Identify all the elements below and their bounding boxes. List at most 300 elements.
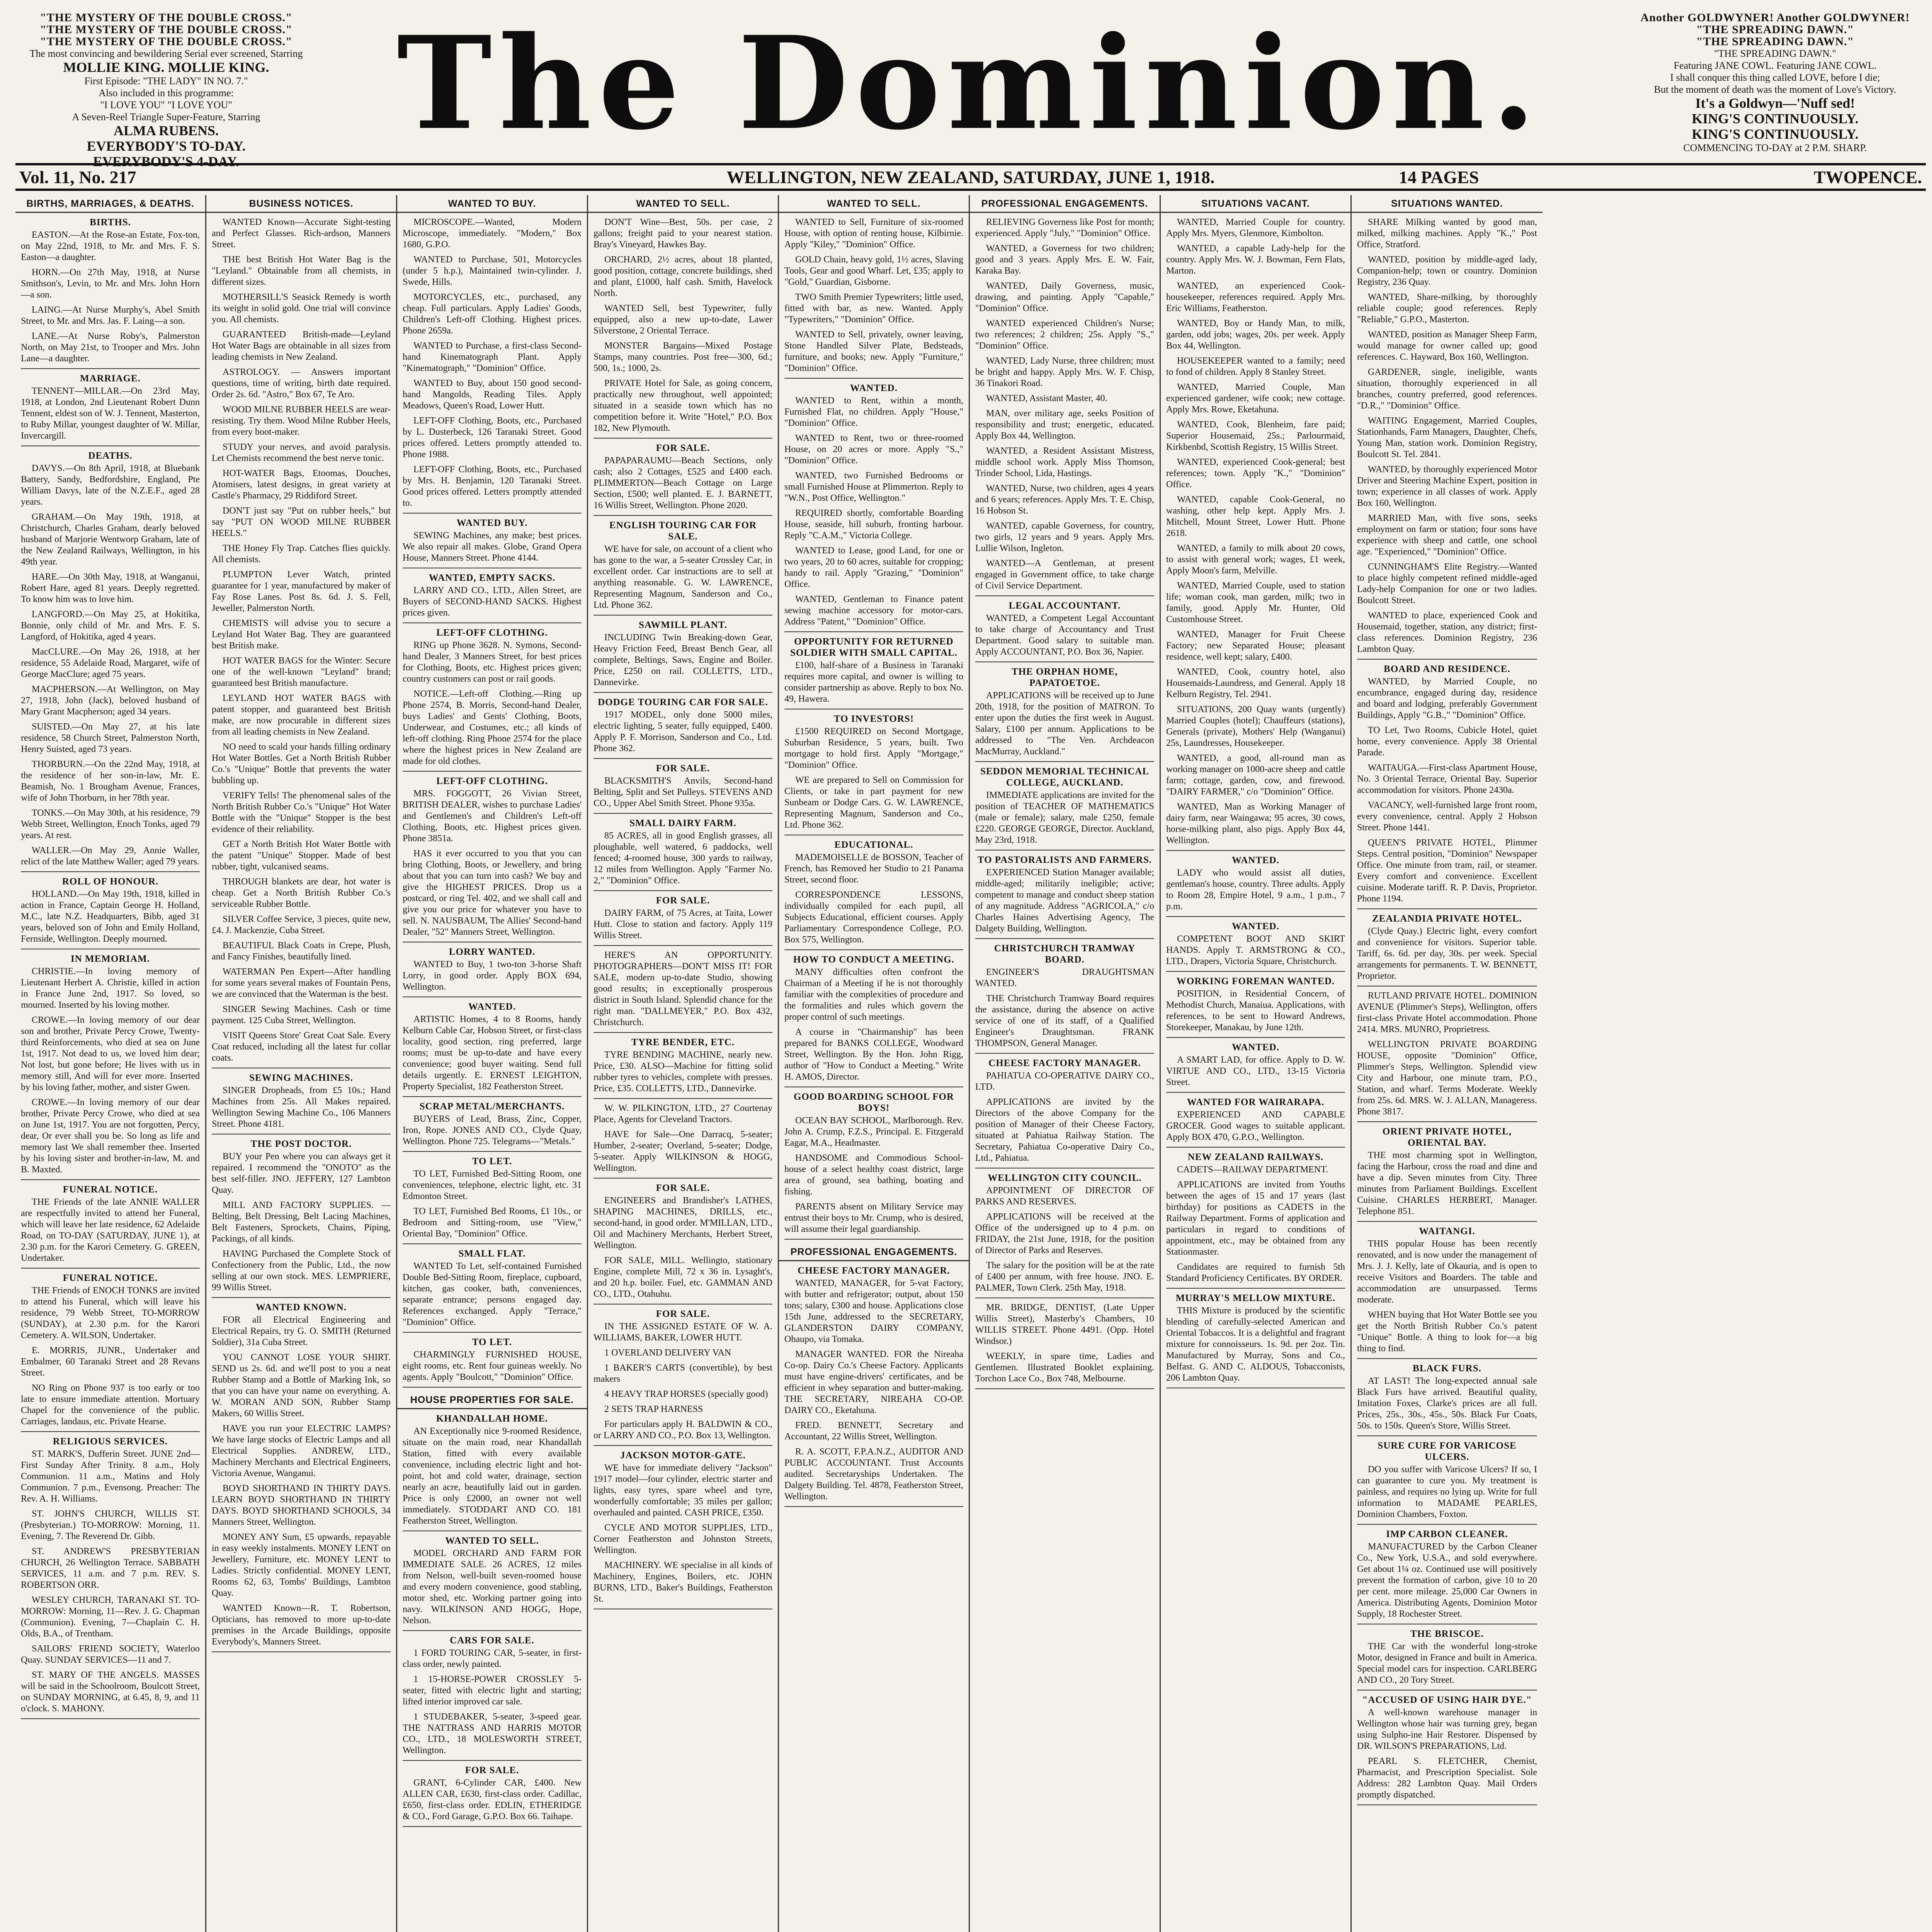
classified-ad: WANTED To Let, self-contained Furnished Double Bed-Sitting Room, fireplace, cupboard, kitchen, gas cooker, bath, conveniences, separate entrance; persons engaged day. References exchanged. Apply "Terrace," "Dominion" Office.	[403, 1261, 582, 1327]
ear-line: EVERYBODY'S 4-DAY.	[93, 154, 240, 169]
section-heading: WANTED.	[1232, 921, 1279, 932]
classified-ad: WELLINGTON PRIVATE BOARDING HOUSE, opposite "Dominion" Office, Plimmer's Steps, Wellington. Splendid view City and Harbour, one minute tram, P.O., Station, and wharf. Terms Moderate. Weekly from 25s. 6d. MRS. W. J. ALLAN, Manageress. Phone 3817.	[1357, 1039, 1537, 1117]
classified-ad: 1 OVERLAND DELIVERY VAN	[604, 1348, 731, 1358]
newspaper-column	[970, 195, 1161, 1932]
section-heading: SAWMILL PLANT.	[639, 620, 727, 630]
section-heading: ORIENT PRIVATE HOTEL, ORIENTAL BAY.	[1382, 1126, 1512, 1148]
section-divider	[784, 631, 963, 632]
section-heading: ROLL OF HONOUR.	[62, 876, 159, 887]
classified-ad: BEAUTIFUL Black Coats in Crepe, Plush, and Fancy Finishes, beautifully lined.	[212, 940, 391, 962]
classified-ad: SUISTED.—On May 27, at his late residence, 58 Church Street, Palmerston North, Henry Suisted, aged 73 years.	[21, 722, 200, 754]
classified-ad: WANTED, Daily Governess, music, drawing, and painting. Apply "Capable," "Dominion" Office.	[975, 281, 1154, 313]
classified-ad: Candidates are required to furnish 5th Standard Proficiency Certificates. BY ORDER.	[1166, 1262, 1345, 1283]
classified-ad: WANTED, experienced Cook-general; best references; town. Apply "K.," "Dominion" Office.	[1166, 457, 1345, 490]
volume-number: Vol. 11, No. 217	[19, 167, 136, 187]
classified-ad: POSITION, in Residential Concern, of Methodist Church, Manaiua. Applications, with references, to be sent to Howard Andrews, Storekeeper, Manakau, by June 12th.	[1166, 989, 1345, 1032]
classified-ad: WANTED, Cook, Blenheim, fare paid; Superior Housemaid, 25s.; Parlourmaid, Kirkbenbd, Scottish Registry, 15 Willis Street.	[1166, 420, 1345, 452]
classified-ad: W. W. PILKINGTON, LTD., 27 Courtenay Place, Agents for Cleveland Tractors.	[594, 1103, 772, 1124]
section-divider	[21, 1718, 200, 1719]
classified-ad: GRANT, 6-Cylinder CAR, £400. New ALLEN CAR, £630, first-class order. Cadillac, £650, first-class order. EDLIN, ETHERIDGE & CO., Ford Garage, G.P.O. Box 66. Taihape.	[403, 1778, 582, 1821]
classified-ad: TO LET, Furnished Bed Rooms, £1 10s., or Bedroom and Sitting-room, use "View," Oriental Bay, "Dominion" Office.	[403, 1206, 582, 1239]
ear-line: First Episode: "THE LADY" IN NO. 7."	[84, 75, 248, 87]
section-divider	[1166, 1288, 1345, 1289]
column-heading: SITUATIONS VACANT.	[1161, 195, 1350, 213]
section-divider	[975, 595, 1154, 596]
newspaper-column	[397, 195, 588, 1932]
classified-ad: PAPAPARAUMU—Beach Sections, only cash; also 2 Cottages, £525 and £400 each. PLIMMERTON—Beach Cottage on Large Section, £500; well planted. E. J. BARNETT, 16 Willis Street, Wellington. Phone 2020.	[594, 456, 772, 510]
classified-ad: WANTED, by thoroughly experienced Motor Driver and Steering Machine Expert, position in town; experience in all classes of work. Apply Box 160, Wellington.	[1357, 464, 1537, 508]
section-heading: WAITANGI.	[1419, 1226, 1475, 1236]
classified-ad: DAVYS.—On 8th April, 1918, at Bluebank Battery, Sandy, Bedfordshire, England, Pte William Davys, late of the N.Z.E.F., aged 28 years.	[21, 463, 200, 507]
classified-ad: WATERMAN Pen Expert—After handling for some years several makes of Fountain Pens, we are convinced that the Waterman is the best.	[212, 967, 391, 999]
classified-ad: HAVING Purchased the Complete Stock of Confectionery from the Public, Ltd., the now selling at our own stock. MES. LEMPRIERE, 99 Willis Street.	[212, 1249, 391, 1293]
classified-ad: WESLEY CHURCH, TARANAKI ST. TO-MORROW: Morning, 11—Rev. J. G. Chapman (Communion). Evening, 7—Chaplain C. H. Olds, B.A., of Trentham.	[21, 1595, 200, 1639]
classified-ad: CHARMINGLY FURNISHED HOUSE, eight rooms, etc. Rent four guineas weekly. No agents. Apply "Boulcott," "Dominion" Office.	[403, 1350, 582, 1382]
section-divider	[403, 1243, 582, 1244]
classified-ad: WANTED, position as Manager Sheep Farm, would manage for owner called up; good references. C. Hayward, Box 160, Wellington.	[1357, 330, 1537, 362]
section-heading: SMALL DAIRY FARM.	[629, 818, 736, 828]
classified-ad: ST. MARK'S, Dufferin Street. JUNE 2nd—First Sunday After Trinity. 8 a.m., Holy Communion. 11 a.m., Matins and Holy Communion. 7 p.m., Evensong. Preacher: The Rev. A. H. Williams.	[21, 1449, 200, 1504]
classified-ad: BUYERS of Lead, Brass, Zinc, Copper, Iron, Rope. JONES AND CO., Clyde Quay, Wellington. Phone 725. Telegrams—"Metals."	[403, 1114, 582, 1146]
classified-ad: LANE.—At Nurse Roby's, Palmerston North, on May 21st, to Trooper and Mrs. John Lane—a daughter.	[21, 331, 200, 364]
classified-ad: THE best British Hot Water Bag is the "Leyland." Obtainable from all chemists, in different sizes.	[212, 255, 391, 287]
classified-ad: MACHINERY. WE specialise in all kinds of Machinery, Engines, Boilers, etc. JOHN BURNS, LTD., Baker's Buildings, Featherston St.	[594, 1560, 772, 1604]
classified-ad: MOTORCYCLES, etc., purchased, any cheap. Full particulars. Apply Ladies' Goods, Children's Left-off Clothing. Highest prices. Phone 2659a.	[403, 292, 582, 336]
section-heading: KHANDALLAH HOME.	[436, 1413, 548, 1424]
section-divider	[1357, 659, 1537, 660]
section-heading: LEFT-OFF CLOTHING.	[436, 628, 548, 638]
classified-ad: PRIVATE Hotel for Sale, as going concern, practically new throughout, well appointed; situated in a seaside town which has no competition before it. Write "Hotel," P.O. Box 182, New Plymouth.	[594, 378, 772, 433]
right-ear-advert	[1628, 12, 1922, 154]
section-divider	[403, 1826, 582, 1827]
section-heading: BLACK FURS.	[1413, 1363, 1481, 1374]
classified-ad: WANTED to Rent, within a month, Furnished Flat, no children. Apply "House," "Dominion" Office.	[784, 396, 963, 428]
section-heading: LORRY WANTED.	[449, 947, 536, 957]
classified-ad: WANTED Known—Accurate Sight-testing and Perfect Glasses. Rich-ardson, Manners Street.	[212, 217, 391, 250]
classified-ad: SINGER Dropheads, from £5 10s.; Hand Machines from 25s. All Makes repaired. Wellington Sewing Machine Co., 106 Manners Street. Phone 4181.	[212, 1085, 391, 1129]
section-divider	[1357, 1435, 1537, 1436]
price: TWOPENCE.	[1814, 167, 1922, 187]
ear-line: Also included in this programme:	[99, 87, 234, 99]
section-heading: WANTED.	[1232, 855, 1279, 866]
classified-ad: WOOD MILNE RUBBER HEELS are wear-resisting. Try them. Wood Milne Rubber Heels, from every boot-maker.	[212, 405, 391, 437]
date-line: WELLINGTON, NEW ZEALAND, SATURDAY, JUNE 1, 1918.	[726, 167, 1215, 187]
classified-ad: PLUMPTON Lever Watch, printed guarantee for 1 year, manufactured by maker of Fay Rose Lanes. Post 8s. 6d. J. S. Fell, Jeweller, Palmerston North.	[212, 570, 391, 613]
classified-ad: WANTED, Assistant Master, 40.	[986, 393, 1107, 403]
classified-ad: WANTED, a family to milk about 20 cows, to assist with general work; wages, £1 week, Apply Moon's farm, Melville.	[1166, 543, 1345, 576]
section-heading: CHEESE FACTORY MANAGER.	[988, 1058, 1141, 1068]
classified-ad: NO Ring on Phone 937 is too early or too late to ensure immediate attention. Mortuary Chapel for the convenience of the public. Carriages, landaus, etc. Private Hearse.	[21, 1383, 200, 1427]
classified-ad: PEARL S. FLETCHER, Chemist, Pharmacist, and Prescription Specialist. Sole Address: 282 Lambton Quay. Mail Orders promptly dispatched.	[1357, 1756, 1537, 1800]
classified-ad: RUTLAND PRIVATE HOTEL. DOMINION AVENUE (Plimmer's Steps), Wellington, offers first-class Private Hotel accommodation. Phone 2414. MRS. MUNRO, Proprietress.	[1357, 991, 1537, 1034]
ear-line: A Seven-Reel Triangle Super-Feature, Starring	[72, 111, 260, 122]
section-heading: CHEESE FACTORY MANAGER.	[798, 1265, 950, 1276]
classified-ad: 85 ACRES, all in good English grasses, all ploughable, well watered, 6 paddocks, well fenced; 4-roomed house, 300 yards to railway, 12 miles from Wellington. Apply "Farmer No. 2," "Dominion" Office.	[594, 831, 772, 886]
classified-ad: A SMART LAD, for office. Apply to D. W. VIRTUE AND CO., LTD., 13-15 Victoria Street.	[1166, 1055, 1345, 1087]
classified-ad: TENNENT—MILLAR.—On 23rd May, 1918, at London, 2nd Lieutenant Robert Dunn Tennent, eldest son of W. J. Tennent, Masterton, to Ruby Millar, youngest daughter of W. Millar, Invercargill.	[21, 386, 200, 441]
classified-ad: ST. MARY OF THE ANGELS. MASSES will be said in the Schoolroom, Boulcott Street, on SUNDAY MORNING, at 6.45, 8, 9, and 11 o'clock. S. MAHONY.	[21, 1670, 200, 1714]
classified-ad: WANTED, a good, all-round man as working manager on 1000-acre sheep and cattle farm; cottage, garden, cow, and firewood. "DAIRY FARMER," c/o "Dominion" Office.	[1166, 753, 1345, 797]
classified-ad: MacCLURE.—On May 26, 1918, at her residence, 55 Adelaide Road, Margaret, wife of George MacClure; aged 75 years.	[21, 647, 200, 679]
classified-ad: CHRISTIE.—In loving memory of Lieutenant Herbert A. Christie, killed in action in France June 2nd, 1917. So loved, so mourned. Inserted by his loving mother.	[21, 966, 200, 1010]
ear-line: I shall conquer this thing called LOVE, before I die;	[1670, 72, 1880, 83]
classified-ad: 1 STUDEBAKER, 5-seater, 3-speed gear. THE NATTRASS AND HARRIS MOTOR CO., LTD., 18 MOLESWORTH STREET, Wellington.	[403, 1712, 582, 1755]
section-heading: WANTED TO SELL.	[445, 1536, 539, 1546]
section-heading: WANTED BUY.	[456, 518, 528, 528]
classified-ad: WANTED, Cook, country hotel, also Housemaids-Laundress, and General. Apply 18 Kelburn Registry, Tel. 2941.	[1166, 667, 1345, 699]
classified-ad: WANTED, Gentleman to Finance patent sewing machine accessory for motor-cars. Address "Patent," "Dominion" Office.	[784, 594, 963, 627]
section-heading: SURE CURE FOR VARICOSE ULCERS.	[1378, 1440, 1517, 1462]
classified-ad: APPOINTMENT OF DIRECTOR OF PARKS AND RESERVES.	[975, 1185, 1154, 1207]
classified-ad: WAITING Engagement, Married Couples, Stationhands, Farm Managers, Daughter, Chefs, Young Man, station work. Dominion Registry, Boulcott St. Tel. 2841.	[1357, 416, 1537, 459]
classified-ad: 1 FORD TOURING CAR, 5-seater, in first-class order, newly painted.	[403, 1648, 582, 1669]
newspaper-column	[588, 195, 779, 1932]
classified-ad: TO Let, Two Rooms, Cubicle Hotel, quiet home, every convenience. Apply 38 Oriental Parade.	[1357, 725, 1537, 758]
section-divider	[21, 871, 200, 872]
classified-ad: CADETS—RAILWAY DEPARTMENT.	[1177, 1165, 1328, 1175]
classified-ad: ASTROLOGY. — Answers important questions, time of writing, birth date required. Order 2s. 6d. "Astro," Box 67, Te Aro.	[212, 367, 391, 400]
classified-ad: PAHIATUA CO-OPERATIVE DAIRY CO., LTD.	[975, 1071, 1154, 1092]
classified-ad: RELIEVING Governess like Post for month; experienced. Apply "July," "Dominion" Office.	[975, 217, 1154, 238]
section-heading: WANTED.	[1232, 1042, 1279, 1053]
ear-line: The most convincing and bewildering Serial ever screened, Starring	[29, 48, 303, 59]
section-divider	[594, 813, 772, 814]
column-heading: PROFESSIONAL ENGAGEMENTS.	[970, 195, 1160, 213]
classified-ad: WANTED, a Resident Assistant Mistress, middle school work. Apply Miss Thomson, Trinder School, Lida, Hastings.	[975, 446, 1154, 478]
section-divider	[403, 1630, 582, 1631]
classified-ad: (Clyde Quay.) Electric light, every comfort and convenience for visitors. Superior table. Tariff, 6s. 6d. per day, 30s. per week. Special arrangements for permanents. T. W. BENNETT, Proprietor.	[1357, 926, 1537, 981]
section-divider	[594, 1032, 772, 1033]
classified-ad: BUY your Pen where you can always get it repaired. I recommend the "ONOTO" as the best self-filler. JNO. JEFFERY, 127 Lambton Quay.	[212, 1151, 391, 1195]
classified-ad: THIS popular House has been recently renovated, and is now under the management of Mrs. J. J. Kelly, late of Okauria, and is open to receive Visitors and Boarders. The table and accommodation are unsurpassed. Terms moderate.	[1357, 1239, 1537, 1305]
classified-ad: PARENTS absent on Military Service may entrust their boys to Mr. Crump, who is desired, will assume their legal guardianship.	[784, 1202, 963, 1234]
classified-ad: WANTED to place, experienced Cook and Housemaid, together, station, any district; first-class references. Dominion Registry, 236 Lambton Quay.	[1357, 611, 1537, 654]
section-heading: SMALL FLAT.	[458, 1248, 526, 1259]
classified-ad: MICROSCOPE.—Wanted, Modern Microscope, immediately. "Modern," Box 1680, G.P.O.	[403, 217, 582, 250]
classified-ad: MAN, over military age, seeks Position of responsibility and trust; energetic, educated. Apply Box 44, Wellington.	[975, 408, 1154, 441]
classified-ad: E. MORRIS, JUNR., Undertaker and Embalmer, 60 Taranaki Street and 28 Revans Street.	[21, 1345, 200, 1378]
section-heading: SCRAP METAL/MERCHANTS.	[419, 1101, 565, 1112]
ear-line: "THE SPREADING DAWN."	[1696, 35, 1854, 48]
classified-ad: HANDSOME and Commodious School-house of a select healthy coast district, large area of ground, sea bathing, boating and fishing.	[784, 1153, 963, 1197]
classified-ad: HORN.—On 27th May, 1918, at Nurse Smithson's, Levin, to Mr. and Mrs. John Horn—a son.	[21, 267, 200, 300]
section-heading: IMP CARBON CLEANER.	[1386, 1529, 1508, 1539]
classified-ad: WANTED, Lady Nurse, three children; must be bright and happy. Apply Mrs. W. F. Chisp, 36 Tinakori Road.	[975, 356, 1154, 388]
section-heading: GOOD BOARDING SCHOOL FOR BOYS!	[793, 1092, 954, 1113]
ear-line: "THE MYSTERY OF THE DOUBLE CROSS."	[40, 35, 293, 48]
classified-ad: MILL AND FACTORY SUPPLIES. —Belting, Belt Dressing, Belt Lacing Machines, Belt Fasteners, Sprockets, Chains, Piping, Packings, of all kinds.	[212, 1200, 391, 1244]
section-heading: LEGAL ACCOUNTANT.	[1009, 600, 1121, 611]
section-divider	[403, 622, 582, 623]
section-heading: HOW TO CONDUCT A MEETING.	[793, 954, 954, 965]
section-divider	[1166, 850, 1345, 851]
classified-ad: WANTED experienced Children's Nurse; two references; 2 children; 25s. Apply "S.," "Dominion" Office.	[975, 318, 1154, 351]
newspaper-column	[779, 195, 970, 1932]
section-divider	[975, 761, 1154, 762]
classified-ad: STUDY your nerves, and avoid paralysis. Let Chemists recommend the best nerve tonic.	[212, 442, 391, 463]
classified-ad: MARRIED Man, with five sons, seeks employment on farm or station; four sons have experience with sheep and cattle, one school age. "Experienced," "Dominion" Office.	[1357, 513, 1537, 557]
section-banner: HOUSE PROPERTIES FOR SALE.	[397, 1391, 587, 1409]
section-heading: FOR SALE.	[656, 895, 710, 906]
classified-ad: HERE'S AN OPPORTUNITY. PHOTOGRAPHERS—DON'T MISS IT! FOR SALE, modern up-to-date Studio, showing good results; in exceptionally prosperous district in South Island. Splendid chance for the right man. "DALLMEYER," P.O. Box 432, Christchurch.	[594, 950, 772, 1027]
section-heading: OPPORTUNITY FOR RETURNED SOLDIER WITH SMALL CAPITAL.	[790, 636, 958, 658]
ear-line: "THE SPREADING DAWN."	[1714, 48, 1836, 59]
section-divider	[21, 368, 200, 369]
classified-ad: HOLLAND.—On May 19th, 1918, killed in action in France, Captain George H. Holland, M.C., late N.Z. Headquarters, Bibb, aged 31 years, beloved son of John and Emily Holland, Fernside, Wellington. Deeply mourned.	[21, 889, 200, 944]
classified-ad: 2 SETS TRAP HARNESS	[604, 1404, 703, 1414]
classified-ad: WE have for immediate delivery "Jackson" 1917 model—four cylinder, electric starter and lights, easy tyres, spare wheel and tyre, wonderfully comfortable; 35 miles per gallon; overhauled and painted. CASH PRICE, £350.	[594, 1463, 772, 1518]
classified-ad: MANUFACTURED by the Carbon Cleaner Co., New York, U.S.A., and sold everywhere. Get about 1¼ oz. Continued use will positively prevent the formation of carbon, give 10 to 20 per cent. more mileage. 25,000 Car Owners in America. Distributing Agents, Dominion Motor Supply, 18 Rochester Street.	[1357, 1542, 1537, 1619]
ear-line: Another GOLDWYNER! Another GOLDWYNER!	[1640, 11, 1910, 24]
classified-ad: £1500 REQUIRED on Second Mortgage, Suburban Residence, 5 years, built. Two mortgage to hold first. Apply "Mortgage," "Dominion" Office.	[784, 726, 963, 770]
dateline-bar	[15, 163, 1926, 191]
section-divider	[1357, 908, 1537, 909]
classified-ad: 4 HEAVY TRAP HORSES (specially good)	[604, 1389, 768, 1399]
classified-ad: WANTED to Sell, Furniture of six-roomed House, with option of renting house, Kilbirnie. Apply "Kiley," "Dominion" Office.	[784, 217, 963, 250]
classified-ad: SINGER Sewing Machines. Cash or time payment. 125 Cuba Street, Wellington.	[212, 1004, 391, 1026]
classified-ad: WANTED to Purchase, a first-class Second-hand Kinematograph Plant. Apply "Kinematograph," "Dominion" Office.	[403, 341, 582, 373]
section-divider	[594, 758, 772, 759]
classified-ad: MRS. FOGGOTT, 26 Vivian Street, BRITISH DEALER, wishes to purchase Ladies' and Gentlemen's and Children's Left-off Clothing, Boots, etc. Highest prices given. Phone 3851a.	[403, 789, 582, 844]
section-divider	[21, 1179, 200, 1180]
section-heading: WANTED FOR WAIRARAPA.	[1187, 1097, 1325, 1107]
section-heading: FOR SALE.	[656, 1309, 710, 1319]
classified-ad: GET a North British Hot Water Bottle with the patent "Unique" Stopper. Made of best rubber, tight, vulcanised seams.	[212, 839, 391, 872]
classified-ad: CUNNINGHAM'S Elite Registry.—Wanted to place highly competent refined middle-aged Lady-help Companion for one or two ladies. Boulcott Street.	[1357, 562, 1537, 605]
ear-line: MOLLIE KING. MOLLIE KING.	[63, 60, 269, 75]
classified-ad: WANTED, a Governess for two children; good and 3 years. Apply Mrs. E. W. Fair, Karaka Bay.	[975, 243, 1154, 276]
section-heading: CARS FOR SALE.	[450, 1635, 534, 1646]
classified-ad: WANTED, Man as Working Manager of dairy farm, near Waingawa; 95 acres, 30 cows, horse-milking plant, also pigs. Apply Box 44, Wellington.	[1166, 802, 1345, 845]
section-divider	[403, 771, 582, 772]
section-divider	[1357, 1121, 1537, 1122]
ear-line: ALMA RUBENS.	[113, 123, 219, 138]
classified-ad: CROWE.—In loving memory of our dear son and brother, Private Percy Crowe, Twenty-third Reinforcements, who died at sea on June 1st, 1917. Not dead to us, we loved him dear; Not lost, but gone before; He lives with us in memory still, And will for ever more. Inserted by his loving father, mother, and sister Gwen.	[21, 1015, 200, 1092]
classified-ad: £100, half-share of a Business in Taranaki requires more capital, and owner is willing to consider partnership as above. Reply to box No. 49, Hawera.	[784, 660, 963, 704]
section-divider	[594, 1178, 772, 1179]
classified-ad: DON'T just say "Put on rubber heels," but say "PUT ON WOOD MILNE RUBBER HEELS."	[212, 506, 391, 538]
classified-ad: MONSTER Bargains—Mixed Postage Stamps, many countries. Post free—300, 6d.; 500, 1s.; 1000, 2s.	[594, 341, 772, 373]
section-heading: NEW ZEALAND RAILWAYS.	[1187, 1152, 1324, 1162]
column-heading: WANTED TO BUY.	[397, 195, 587, 213]
classified-ad: WANTED to Rent, two or three-roomed House, on 20 acres or more. Apply "S.," "Dominion" Office.	[784, 433, 963, 466]
classified-ad: QUEEN'S PRIVATE HOTEL, Plimmer Steps. Central position, "Dominion" Newspaper Office. One minute from tram, rail, or steamer. Every comfort and convenience. Excellent cuisine. Moderate tariff. R. P. Davis, Proprietor. Phone 1194.	[1357, 838, 1537, 904]
newspaper-title: The Dominion.	[397, 8, 1543, 158]
classified-ad: WANTED to Sell, privately, owner leaving, Stone Handled Silver Plate, Bedsteads, furniture, and books; new. Apply "Furniture," "Dominion" Office.	[784, 330, 963, 373]
classified-ad: CORRESPONDENCE LESSONS, individually compiled for each pupil, all Subjects Educational, efficient courses. Apply Parliamentary Correspondence College, P.O. Box 575, Wellington.	[784, 890, 963, 945]
classified-ad: VACANCY, well-furnished large front room, every convenience, central. Apply 2 Hobson Street. Phone 1441.	[1357, 800, 1537, 833]
section-divider	[784, 1239, 963, 1240]
section-heading: FOR SALE.	[656, 1183, 710, 1193]
section-heading: FOR SALE.	[465, 1765, 519, 1776]
section-divider	[594, 438, 772, 439]
section-heading: "ACCUSED OF USING HAIR DYE."	[1362, 1695, 1532, 1705]
section-heading: FUNERAL NOTICE.	[63, 1184, 158, 1195]
classified-ad: AT LAST! The long-expected annual sale Black Furs have arrived. Beautiful quality, Imitation Foxes, Clarke's prices are all full. Prices, 25s., 30s., 45s., 50s. Black Fur Coats, 50s. to 150s. Queen's Store, Willis Street.	[1357, 1376, 1537, 1431]
column-heading: WANTED TO SELL.	[779, 195, 969, 213]
section-heading: FUNERAL NOTICE.	[63, 1273, 158, 1283]
section-divider	[1357, 1221, 1537, 1222]
section-heading: WORKING FOREMAN WANTED.	[1176, 976, 1335, 986]
classified-ad: NO need to scald your hands filling ordinary Hot Water Bottles. Get a North British Rubber Co.'s "Unique" Bottle that prevents the water bubbling up.	[212, 742, 391, 786]
classified-ad: GUARANTEED British-made—Leyland Hot Water Bags are obtainable in all sizes from leading chemists in New Zealand.	[212, 330, 391, 362]
classified-ad: WANTED, by Married Couple, no encumbrance, engaged during day, residence and board and lodging, preferably Government Buildings, Apply "G.B.," "Dominion" Office.	[1357, 677, 1537, 720]
column-area	[15, 195, 1926, 1932]
section-divider	[1166, 1037, 1345, 1038]
classified-ad: RING up Phone 3628. N. Symons, Second-hand Dealer, 3 Manners Street, for best prices for Clothing, Boots, etc. Highest prices given; country customers can post or rail goods.	[403, 640, 582, 684]
section-heading: DEATHS.	[88, 451, 133, 461]
classified-ad: WANTED, a Competent Legal Accountant to take charge of Accountancy and Trust Department. Good salary to suitable man. Apply ACCOUNTANT, P.O. Box 36, Napier.	[975, 613, 1154, 657]
section-divider	[1357, 1524, 1537, 1525]
ear-line: EVERYBODY'S TO-DAY.	[87, 138, 246, 154]
classified-ad: DON'T Wine—Best, 50s. per case, 2 gallons; freight paid to your nearest station. Bray's Vineyard, Hawkes Bay.	[594, 217, 772, 250]
section-heading: WANTED, EMPTY SACKS.	[429, 573, 556, 583]
section-divider	[1166, 916, 1345, 917]
section-divider	[212, 1651, 391, 1652]
classified-ad: HAVE you run your ELECTRIC LAMPS? We have large stocks of Electric Lamps and all Electrical Supplies. ANDREW, LTD., Machinery Merchants and Electrical Engineers, Victoria Avenue, Wanganui.	[212, 1423, 391, 1478]
classified-ad: GARDENER, single, ineligible, wants situation, thoroughly experienced in all branches, country preferred, good references. "D.R.," "Dominion" Office.	[1357, 367, 1537, 411]
section-heading: EDUCATIONAL.	[834, 840, 913, 850]
section-banner: PROFESSIONAL ENGAGEMENTS.	[779, 1243, 969, 1261]
section-heading: WANTED KNOWN.	[255, 1302, 347, 1313]
classified-ad: REQUIRED shortly, comfortable Boarding House, seaside, hill suburb, fronting harbour. Reply "C.A.M.," Victoria College.	[784, 508, 963, 541]
classified-ad: WANTED, Nurse, two children, ages 4 years and 6 years; references. Apply Mrs. T. E. Chisp, 16 Hobson St.	[975, 483, 1154, 516]
masthead	[15, 8, 1926, 193]
classified-ad: HARE.—On 30th May, 1918, at Wanganui, Robert Hare, aged 81 years. Deeply regretted. To know him was to love him.	[21, 572, 200, 604]
section-divider	[975, 1053, 1154, 1054]
classified-ad: TONKS.—On May 30th, at his residence, 79 Webb Street, Wellington, Enoch Tonks, aged 79 years. At rest.	[21, 808, 200, 840]
classified-ad: MOTHERSILL'S Seasick Remedy is worth its weight in solid gold. One trial will convince you. All chemists.	[212, 292, 391, 325]
classified-ad: FOR all Electrical Engineering and Electrical Repairs, try G. O. SMITH (Returned Soldier), 31a Cuba Street.	[212, 1315, 391, 1347]
classified-ad: CHEMISTS will advise you to secure a Leyland Hot Water Bag. They are guaranteed best British make.	[212, 618, 391, 651]
newspaper-page	[15, 8, 1926, 1932]
classified-ad: LADY who would assist all duties, gentleman's house, country. Three adults. Apply to Room 28, Empire Hotel, 9 a.m., 1 p.m., 7 p.m.	[1166, 868, 1345, 912]
classified-ad: The salary for the position will be at the rate of £400 per annum, with free house. JNO. E. PALMER, Town Clerk. 25th May, 1918.	[975, 1260, 1154, 1293]
section-heading: WELLINGTON CITY COUNCIL.	[988, 1173, 1142, 1183]
section-divider	[594, 692, 772, 693]
classified-ad: WANTED Sell, best Typewriter, fully equipped, also a new up-to-date, Lawer Silverstone, 2 Oriental Terrace.	[594, 303, 772, 336]
section-heading: ENGLISH TOURING CAR FOR SALE.	[609, 520, 757, 542]
classified-ad: YOU CANNOT LOSE YOUR SHIRT. SEND us 2s. 6d. and we'll post to you a neat Rubber Stamp and a Bottle of Marking Ink, so that you can have your name on everything. A. W. MORAN AND SON, Rubber Stamp Makers, 60 Willis Street.	[212, 1352, 391, 1418]
classified-ad: MR. BRIDGE, DENTIST, (Late Upper Willis Street), Masterby's Chambers, 10 WILLIS STREET. Phone 4491. (Opp. Hotel Windsor.)	[975, 1303, 1154, 1346]
section-divider	[784, 949, 963, 950]
classified-ad: LANGFORD.—On May 25, at Hokitika, Bonnie, only child of Mr. and Mrs. F. S. Langford, of Hokitika, aged 4 years.	[21, 609, 200, 642]
section-divider	[1166, 1147, 1345, 1148]
classified-ad: SHARE Milking wanted by good man, milked, milking machines. Apply "K.," Post Office, Stratford.	[1357, 217, 1537, 250]
classified-ad: THROUGH blankets are dear, hot water is cheap. Get a North British Rubber Co.'s serviceable Rubber Bottle.	[212, 877, 391, 909]
classified-ad: ORCHARD, 2½ acres, about 18 planted, good position, cottage, concrete buildings, shed and plant, £1000, half cash. Smith, Havelock North.	[594, 255, 772, 298]
section-heading: CHRISTCHURCH TRAMWAY BOARD.	[994, 943, 1136, 965]
classified-ad: VERIFY Tells! The phenomenal sales of the North British Rubber Co.'s "Unique" Hot Water Bottle with the "Unique" Stopper is the best evidence of their reliability.	[212, 791, 391, 834]
classified-ad: ENGINEER'S DRAUGHTSMAN WANTED.	[975, 967, 1154, 988]
classified-ad: SILVER Coffee Service, 3 pieces, quite new, £4. J. Mackenzie, Cuba Street.	[212, 914, 391, 935]
classified-ad: MADEMOISELLE de BOSSON, Teacher of French, has Removed her Studio to 21 Panama Street, second floor.	[784, 852, 963, 885]
ear-line: But the moment of death was the moment of Love's Victory.	[1654, 84, 1896, 95]
section-heading: LEFT-OFF CLOTHING.	[436, 776, 548, 786]
ear-line: "I LOVE YOU" "I LOVE YOU"	[100, 99, 232, 111]
classified-ad: WE are prepared to Sell on Commission for Clients, or take in part payment for new Sunbeam or Dodge Cars. G. W. LAWRENCE, Representing Magnum, Sanderson and Co., Ltd. Phone 362.	[784, 775, 963, 830]
section-heading: IN MEMORIAM.	[70, 954, 150, 964]
classified-ad: VISIT Queens Store' Great Coat Sale. Every Coat reduced, including all the latest fur collar coats.	[212, 1031, 391, 1063]
classified-ad: MONEY ANY Sum, £5 upwards, repayable in easy weekly instalments. MONEY LENT on Jewellery, Furniture, etc. MONEY LENT to Ladies. Strictly confidential. MONEY LENT, Rooms 62, 63, Tombs' Buildings, Lambton Quay.	[212, 1532, 391, 1598]
classified-ad: WALLER.—On May 29, Annie Waller, relict of the late Matthew Waller; aged 79 years.	[21, 845, 200, 867]
classified-ad: R. A. SCOTT, F.P.A.N.Z., AUDITOR AND PUBLIC ACCOUNTANT. Trust Accounts audited. Secretaryships Undertaken. The Dalgety Building. Tel. 4878, Featherston Street, Wellington.	[784, 1447, 963, 1502]
classified-ad: WANTED to Buy, about 150 good second-hand Mangolds, Reading Tiles. Apply Meadows, Queen's Road, Lower Hutt.	[403, 378, 582, 411]
classified-ad: LEFT-OFF Clothing, Boots, etc., Purchased by L. Dusterbeck, 126 Taranaki Street. Good prices offered. Letters promptly attended to. Phone 1988.	[403, 416, 582, 459]
classified-ad: WANTED, capable Governess, for country, two girls, 12 years and 9 years. Apply Mrs. Lullie Wilson, Ingleton.	[975, 521, 1154, 553]
classified-ad: CYCLE AND MOTOR SUPPLIES, LTD., Corner Featherston and Johnston Streets, Wellington.	[594, 1523, 772, 1555]
classified-ad: WANTED—A Gentleman, at present engaged in Government office, to take charge of Civil Service Department.	[975, 558, 1154, 591]
classified-ad: OCEAN BAY SCHOOL, Marlborough. Rev. John A. Crump, F.Z.S., Principal. E. Fitzgerald Eagar, M.A., Headmaster.	[784, 1116, 963, 1148]
classified-ad: INCLUDING Twin Breaking-down Gear, Heavy Friction Feed, Breast Bench Gear, all complete, Beltings, Saws, Engine and Boiler. Price, £250 on rail. COLLETTS, LTD., Dannevirke.	[594, 633, 772, 687]
classified-ad: CROWE.—In loving memory of our dear brother, Private Percy Crowe, who died at sea on June 1st, 1917. You are not forgotten, Percy, dear, Or ever shall you be. So long as life and memory last We shall remember thee. Inserted by his loving sister and brother-in-law, M. and B. Maxted.	[21, 1097, 200, 1175]
section-heading: WANTED.	[468, 1002, 516, 1012]
section-heading: MARRIAGE.	[80, 373, 141, 384]
section-heading: TO PASTORALISTS AND FARMERS.	[977, 855, 1152, 865]
classified-ad: MODEL ORCHARD AND FARM FOR IMMEDIATE SALE. 26 ACRES, 12 miles from Nelson, well-built seven-roomed house and every modern convenience, good stabling, motor shed, etc. Working partner going into navy. WILKINSON AND HOGG, Hope, Nelson.	[403, 1548, 582, 1626]
column-heading: BIRTHS, MARRIAGES, & DEATHS.	[15, 195, 205, 213]
classified-ad: HAVE for Sale—One Darracq, 5-seater; Humber, 2-seater; Overland, 5-seater; Dodge, 5-seater. Apply WILKINSON & HOGG, Wellington.	[594, 1129, 772, 1173]
ear-line: KING'S CONTINUOUSLY.	[1692, 111, 1859, 126]
section-divider	[212, 1297, 391, 1298]
section-divider	[403, 1760, 582, 1761]
section-heading: TO LET.	[472, 1337, 512, 1347]
classified-ad: TO LET, Furnished Bed-Sitting Room, one conveniences, telephone, electric light, etc. 31 Edmonton Street.	[403, 1169, 582, 1201]
section-divider	[403, 1387, 582, 1388]
classified-ad: WANTED, Boy or Handy Man, to milk, garden, odd jobs; wages, 20s. per week. Apply Box 44, Wellington.	[1166, 318, 1345, 351]
classified-ad: LAING.—At Nurse Murphy's, Abel Smith Street, to Mr. and Mrs. Jas. F. Laing—a son.	[21, 305, 200, 326]
section-heading: TO LET.	[472, 1156, 512, 1167]
classified-ad: GRAHAM.—On May 19th, 1918, at Christchurch, Charles Graham, dearly beloved husband of Marjorie Wentworp Graham, late of the New Zealand Railways, Wellington, in his 49th year.	[21, 512, 200, 567]
classified-ad: WANTED, an experienced Cook-housekeeper, references required. Apply Mrs. Eric Williams, Featherston.	[1166, 281, 1345, 313]
section-heading: MURRAY'S MELLOW MIXTURE.	[1175, 1293, 1336, 1303]
section-divider	[594, 515, 772, 516]
section-divider	[1357, 1358, 1537, 1359]
ear-line: "THE SPREADING DAWN."	[1696, 23, 1854, 36]
classified-ad: THE Friends of the late ANNIE WALLER are respectfully invited to attend her Funeral, which will leave her late residence, 62 Adelaide Road, on TO-DAY (SATURDAY, JUNE 1), at 2.30 p.m. for the Karori Cemetery. G. GREEN, Undertaker.	[21, 1197, 200, 1263]
classified-ad: WANTED, position by middle-aged lady, Companion-help; town or country. Dominion Registry, 236 Quay.	[1357, 255, 1537, 287]
ear-line: "THE MYSTERY OF THE DOUBLE CROSS."	[40, 11, 293, 24]
classified-ad: ARTISTIC Homes, 4 to 8 Rooms, handy Kelburn Cable Car, Hobson Street, or first-class locality, good section, ring preferred, large rooms; must be up-to-date and have every convenience; good buyer waiting. Send full details urgently. E. ERNEST LEIGHTON, Property Specialist, 182 Featherston Street.	[403, 1014, 582, 1092]
section-divider	[975, 1388, 1154, 1389]
classified-ad: THE Honey Fly Trap. Catches flies quickly. All chemists.	[212, 543, 391, 565]
section-heading: THE POST DOCTOR.	[250, 1139, 352, 1149]
ear-line: It's a Goldwyn—'Nuff sed!	[1695, 95, 1855, 111]
classified-ad: WE have for sale, on account of a client who has gone to the war, a 5-seater Crossley Car, in excellent order. Car instructions are to sell at anything reasonable. G. W. LAWRENCE, Representing Magnum, Sanderson and Co., Ltd. Phone 362.	[594, 544, 772, 610]
classified-ad: WANTED Known—R. T. Robertson, Opticians, has removed to more up-to-date premises in the Arcade Buildings, opposite Everybody's, Manners Street.	[212, 1603, 391, 1647]
classified-ad: IMMEDIATE applications are invited for the position of TEACHER OF MATHEMATICS (male or female); salary, male £250, female £220. GEORGE GEORGE, Director. Auckland, May 23rd, 1918.	[975, 790, 1154, 845]
column-heading: BUSINESS NOTICES.	[206, 195, 396, 213]
classified-ad: A well-known warehouse manager in Wellington whose hair was turning grey, began using Sulpho-ine Hair Restorer. Dispensed by DR. WILSON'S PREPARATIONS, Ltd.	[1357, 1708, 1537, 1751]
classified-ad: ENGINEERS and Brandisher's LATHES, SHAPING MACHINES, DRILLS, etc., second-hand, in good order. M'MILLAN, LTD., Oil and Machinery Merchants, Herbert Street, Wellington.	[594, 1196, 772, 1250]
section-heading: FOR SALE.	[656, 763, 710, 774]
classified-ad: 1917 MODEL, only done 5000 miles, electric lighting, 5 seater, fully equipped, £400. Apply P. F. Morrison, Sanderson and Co., Ltd. Phone 362.	[594, 710, 772, 753]
newspaper-column	[15, 195, 206, 1932]
ear-line: Featuring JANE COWL. Featuring JANE COWL.	[1673, 60, 1877, 71]
section-heading: ZEALANDIA PRIVATE HOTEL.	[1372, 913, 1522, 924]
section-heading: SEDDON MEMORIAL TECHNICAL COLLEGE, AUCKLAND.	[980, 766, 1150, 788]
section-divider	[403, 1151, 582, 1152]
section-divider	[784, 378, 963, 379]
section-heading: THE BRISCOE.	[1410, 1629, 1484, 1639]
classified-ad: MACPHERSON.—At Wellington, on May 27, 1918, John (Jack), beloved husband of Mary Grant Macpherson; aged 34 years.	[21, 684, 200, 717]
classified-ad: COMPETENT BOOT AND SKIRT HANDS. Apply T. ARMSTRONG & CO., LTD., Drapers, Victoria Square, Christchurch.	[1166, 934, 1345, 966]
classified-ad: A course in "Chairmanship" has been prepared for BANKS COLLEGE, Woodward Street, Wellington. By the Hon. John Rigg, author of "How to Conduct a Meeting." Write H. AMOS, Director.	[784, 1027, 963, 1082]
classified-ad: GOLD Chain, heavy gold, 1½ acres, Slaving Tools, Gear and good Wharf. Let, £35; apply to "Gold," Guardian, Gisborne.	[784, 255, 963, 287]
section-heading: BIRTHS.	[90, 217, 131, 228]
section-divider	[403, 513, 582, 514]
classified-ad: APPLICATIONS will be received at the Office of the undersigned up to 4 p.m. on FRIDAY, the 21st June, 1918, for the position of Director of Parks and Reserves.	[975, 1212, 1154, 1255]
